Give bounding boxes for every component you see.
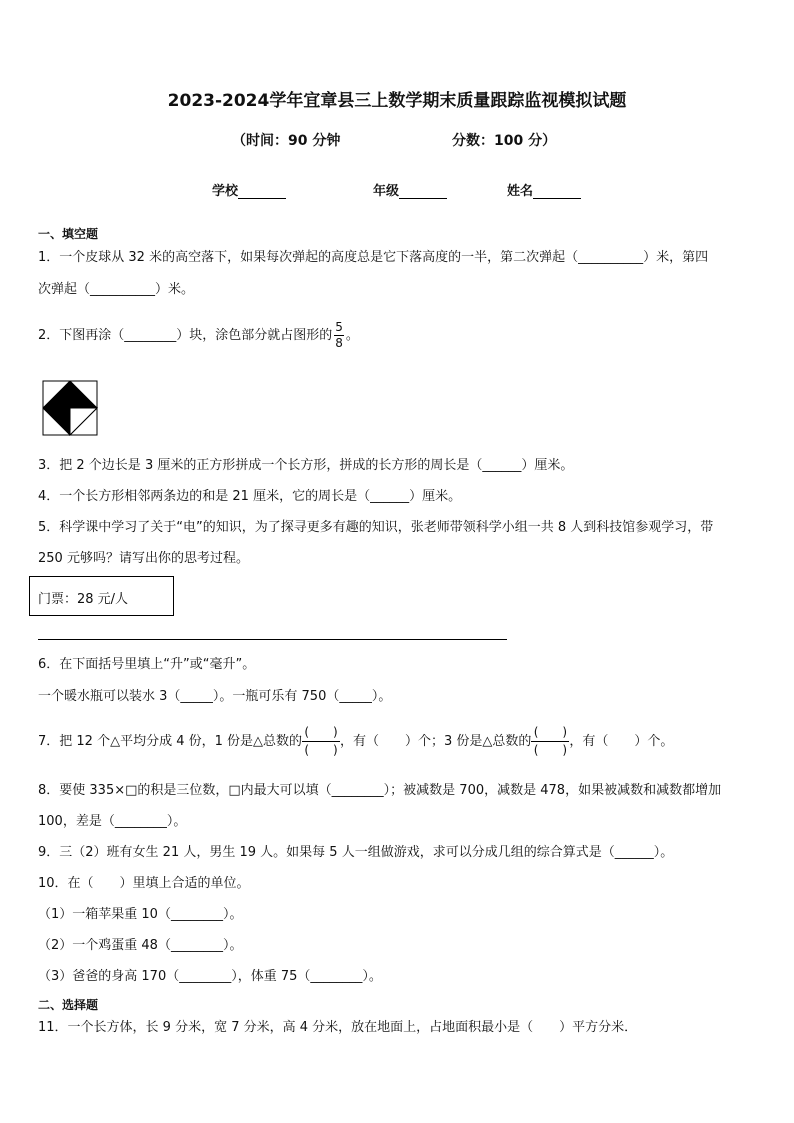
- shaded-square-figure: [42, 380, 98, 436]
- name-label: 姓名: [507, 184, 534, 199]
- name-field: [507, 180, 581, 199]
- question-4: 4．一个长方形相邻两条边的和是 21 厘米，它的周长是（______）厘米。: [38, 489, 462, 504]
- school-label: 学校: [212, 184, 239, 199]
- exam-score: 分数：100 分）: [452, 133, 557, 149]
- question-8-line-1: 8．要使 335×□的积是三位数，□内最大可以填（________）；被减数是 700，减数是 478，如果被减数和减数都增加: [38, 783, 722, 798]
- section-choice-heading: 二、选择题: [38, 998, 99, 1012]
- answer-line[interactable]: [38, 639, 507, 640]
- page-title: 2023-2024学年宜章县三上数学期末质量跟踪监视模拟试题: [167, 91, 627, 111]
- question-2-end: 。: [345, 328, 359, 343]
- exam-time: （时间：90 分钟: [232, 133, 341, 149]
- question-1-line-1: 1．一个皮球从 32 米的高空落下，如果每次弹起的高度总是它下落高度的一半，第二次弹起（__________）米，第四: [38, 250, 709, 265]
- question-3: 3．把 2 个边长是 3 厘米的正方形拼成一个长方形，拼成的长方形的周长是（______）厘米。: [38, 458, 574, 473]
- question-11: 11．一个长方体，长 9 分米，宽 7 分米，高 4 分米，放在地面上，占地面积最小是（ ）平方分米．: [38, 1020, 638, 1035]
- grade-blank[interactable]: [399, 184, 447, 199]
- school-field: [212, 180, 286, 199]
- question-7-part-a: 7．把 12 个△平均分成 4 份，1 份是△总数的: [38, 734, 303, 749]
- name-blank[interactable]: [533, 184, 581, 199]
- question-10: 10．在（ ）里填上合适的单位。: [38, 876, 250, 891]
- blank-fraction-2-numerator: ( ): [531, 724, 569, 742]
- blank-fraction-1[interactable]: [302, 724, 340, 759]
- blank-fraction-2[interactable]: [531, 724, 569, 759]
- fraction-five-eighths: [334, 320, 344, 351]
- question-6-line-1: 6．在下面括号里填上“升”或“毫升”。: [38, 657, 256, 672]
- question-2: [38, 320, 359, 351]
- school-blank[interactable]: [238, 184, 286, 199]
- question-1-line-2: 次弹起（__________）米。: [38, 282, 195, 297]
- ticket-price-box: [29, 576, 174, 616]
- question-5-line-1: 5．科学课中学习了关于“电”的知识，为了探寻更多有趣的知识，张老师带领科学小组一共 8 人到科技馆参观学习，带: [38, 520, 714, 535]
- question-7-part-c: ，有（ ）个。: [569, 734, 674, 749]
- grade-label: 年级: [373, 184, 400, 199]
- blank-fraction-2-denominator: ( ): [533, 743, 568, 757]
- question-6-line-2: 一个暖水瓶可以装水 3（_____）。一瓶可乐有 750（_____）。: [38, 689, 392, 704]
- fraction-numerator: 5: [335, 320, 343, 334]
- question-7-part-b: ，有（ ）个；3 份是△总数的: [340, 734, 532, 749]
- question-10-item-1: （1）一箱苹果重 10（________）。: [38, 907, 243, 922]
- ticket-price-text: 门票：28 元/人: [38, 592, 129, 607]
- question-9: 9．三（2）班有女生 21 人，男生 19 人。如果每 5 人一组做游戏，求可以分成几组的综合算式是（______）。: [38, 845, 674, 860]
- question-10-item-3: （3）爸爸的身高 170（________），体重 75（________）。: [38, 969, 382, 984]
- section-fill-heading: 一、填空题: [38, 227, 99, 241]
- question-10-item-2: （2）一个鸡蛋重 48（________）。: [38, 938, 243, 953]
- grade-field: [373, 180, 447, 199]
- question-2-text: 2．下图再涂（________）块，涂色部分就占图形的: [38, 328, 333, 343]
- blank-fraction-1-denominator: ( ): [304, 743, 338, 757]
- blank-fraction-1-numerator: ( ): [302, 724, 340, 742]
- question-5-line-2: 250 元够吗？请写出你的思考过程。: [38, 551, 249, 566]
- fraction-denominator: 8: [335, 336, 343, 350]
- question-8-line-2: 100，差是（________）。: [38, 814, 187, 829]
- question-7: [38, 724, 673, 759]
